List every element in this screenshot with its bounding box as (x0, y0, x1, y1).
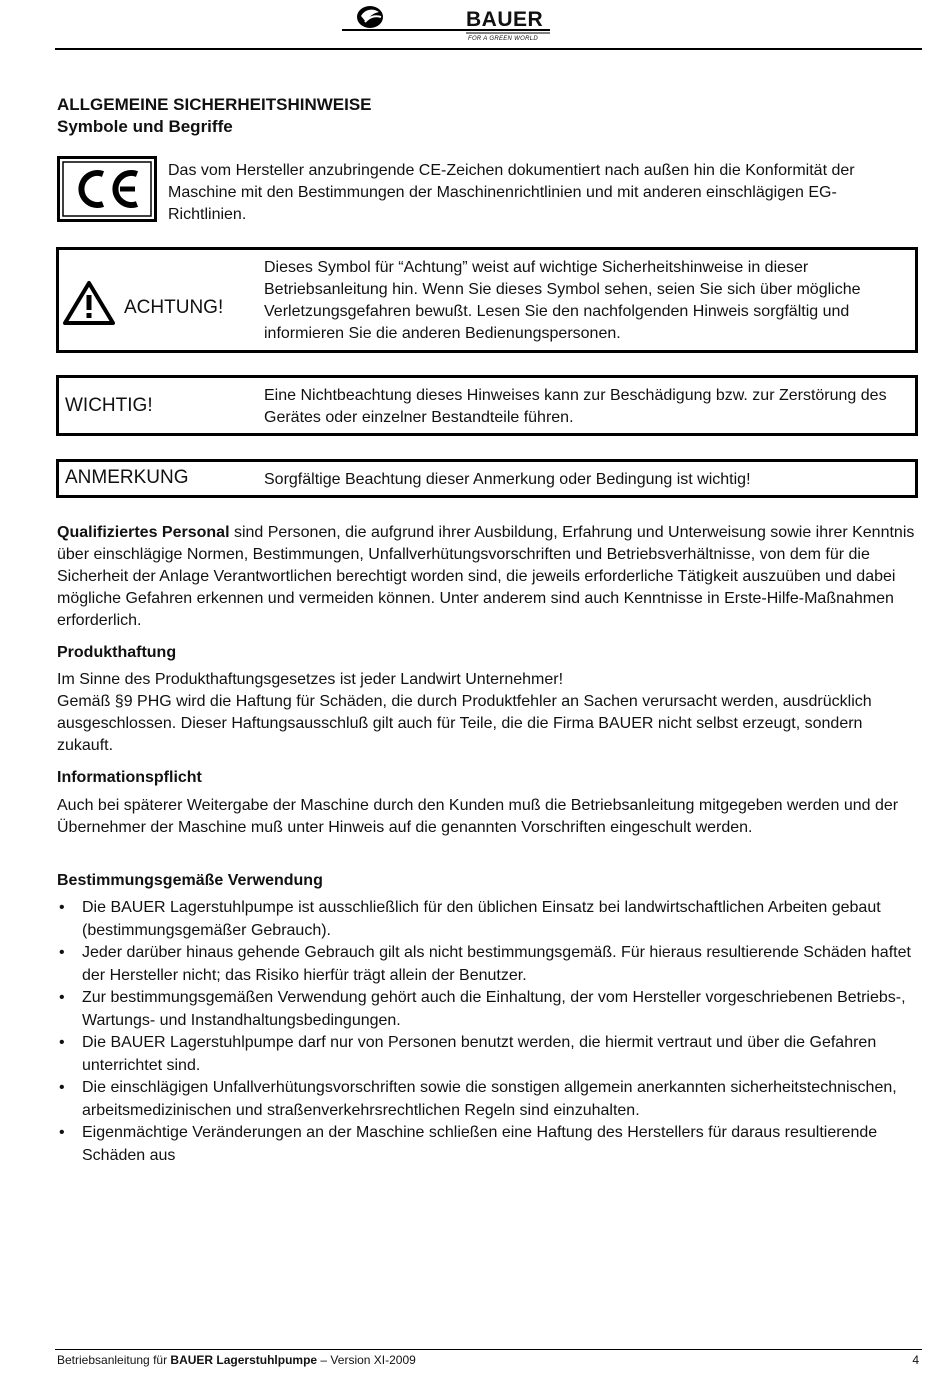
wichtig-text: Eine Nichtbeachtung dieses Hinweises kann zur Beschädigung bzw. zur Zerstörung des Gerätes oder einzelner Bestandteile führen. (264, 387, 887, 426)
list-item: • Die BAUER Lagerstuhlpumpe ist ausschließlich für den üblichen Einsatz bei landwirtschaftlichen Arbeiten gebaut (bestimmungsgemäßer Gebrauch). (57, 897, 921, 942)
product-liability-line2: Gemäß §9 PHG wird die Haftung für Schäden, die durch Produktfehler an Sachen verursacht werden, ausdrücklich ausgeschlossen. Dieser Haftungsausschluß gilt auch für Teile, die die Firma BAUER nicht selbst erzeugt, sondern zukauft. (57, 693, 872, 754)
footer-divider (55, 1349, 922, 1350)
intended-use-list (57, 897, 921, 1167)
anmerkung-label: ANMERKUNG (65, 467, 189, 488)
ce-mark-icon (57, 156, 157, 222)
qualified-personnel-text: sind Personen, die aufgrund ihrer Ausbildung, Erfahrung und Unterweisung sowie ihrer Kenntnis über einschlägige Normen, Bestimmungen, Unfallverhütungsvorschriften und Betriebsverhältnisse, von dem für die Sicherheit der Anlage Verantwortlichen berechtigt worden sind, die jeweils erforderliche Tätigkeit auszuüben und dabei mögliche Gefahren erkennen und vermeiden können. Unter anderem sind auch Kenntnisse in Erste-Hilfe-Maßnahmen erforderlich. (57, 524, 915, 629)
ce-description: Das vom Hersteller anzubringende CE-Zeichen dokumentiert nach außen hin die Konformität der Maschine mit den Bestimmungen der Maschinenrichtlinien und mit anderen einschlägigen EG-Richtlinien. (168, 162, 855, 223)
page-number: 4 (912, 1353, 919, 1367)
bauer-logo (338, 3, 553, 45)
list-item: • Die einschlägigen Unfallverhütungsvorschriften sowie die sonstigen allgemein anerkannten sicherheitstechnischen, arbeitsmedizinischen und straßenverkehrsrechtlichen Regeln sind einzuhalten. (57, 1077, 921, 1122)
wichtig-box (56, 375, 918, 436)
list-item: • Jeder darüber hinaus gehende Gebrauch gilt als nicht bestimmungsgemäß. Für hieraus resultierende Schäden haftet der Hersteller nicht; das Risiko hierfür trägt allein der Benutzer. (57, 942, 921, 987)
footer-suffix: – Version XI-2009 (317, 1353, 416, 1367)
qualified-personnel-paragraph (57, 522, 917, 632)
list-item: • Eigenmächtige Veränderungen an der Maschine schließen eine Haftung des Herstellers für daraus resultierende Schäden aus (57, 1122, 921, 1167)
list-item: • Zur bestimmungsgemäßen Verwendung gehört auch die Einhaltung, der vom Hersteller vorgeschriebenen Betriebs-, Wartungs- und Instandhaltungsbedingungen. (57, 987, 921, 1032)
product-liability-line1: Im Sinne des Produkthaftungsgesetzes ist jeder Landwirt Unternehmer! (57, 671, 564, 688)
achtung-text: Dieses Symbol für “Achtung” weist auf wichtige Sicherheitshinweise in dieser Betriebsanleitung hin. Wenn Sie dieses Symbol sehen, seien Sie sich über mögliche Verletzungsgefahren bewußt. Lesen Sie den nachfolgenden Hinweis sorgfältig und informieren Sie die anderen Bedienungspersonen. (264, 259, 861, 342)
information-duty-heading: Informationspflicht (57, 769, 202, 786)
wichtig-label: WICHTIG! (65, 395, 153, 416)
product-liability-heading: Produkthaftung (57, 644, 177, 661)
anmerkung-text: Sorgfältige Beachtung dieser Anmerkung oder Bedingung ist wichtig! (264, 471, 751, 488)
warning-triangle-icon (62, 280, 116, 326)
list-item: • Die BAUER Lagerstuhlpumpe darf nur von Personen benutzt werden, die hiermit vertraut und über die Gefahren unterrichtet sind. (57, 1032, 921, 1077)
qualified-personnel-term: Qualifiziertes Personal (57, 524, 230, 541)
achtung-box (56, 247, 918, 353)
section-subtitle: Symbole und Begriffe (57, 117, 233, 136)
section-title: ALLGEMEINE SICHERHEITSHINWEISE (57, 95, 372, 114)
information-duty-text: Auch bei späterer Weitergabe der Maschine durch den Kunden muß die Betriebsanleitung mitgegeben werden und der Übernehmer der Maschine muß unter Hinweis auf die genannten Vorschriften eingeschult werden. (57, 797, 899, 836)
logo-tagline: FOR A GREEN WORLD (468, 36, 538, 42)
page-footer (57, 1352, 416, 1368)
intended-use-heading: Bestimmungsgemäße Verwendung (57, 872, 323, 889)
anmerkung-box (56, 459, 918, 498)
footer-product: BAUER Lagerstuhlpumpe (170, 1353, 318, 1367)
achtung-label: ACHTUNG! (124, 297, 224, 318)
logo-wordmark: BAUER (466, 8, 544, 31)
footer-prefix: Betriebsanleitung für (57, 1353, 171, 1367)
page-header (0, 0, 950, 52)
header-divider (55, 48, 922, 50)
